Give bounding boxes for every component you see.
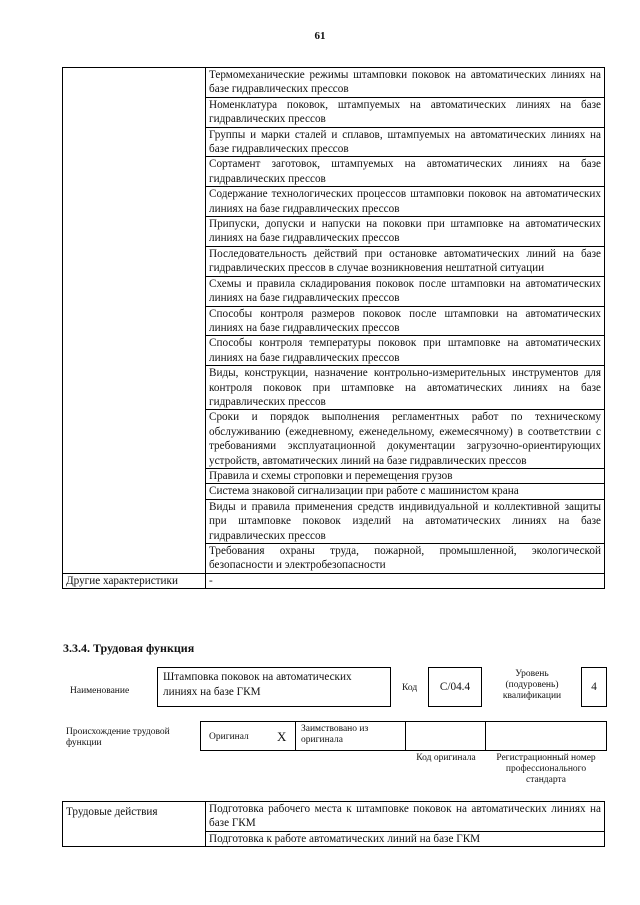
level-box (581, 667, 607, 707)
knowledge-item: Способы контроля размеров поковок после штамповки на автоматических линиях на базе гидравлических прессов (206, 306, 605, 336)
code-value: C/04.4 (439, 681, 471, 693)
knowledge-item: Содержание технологических процессов штамповки поковок на автоматических линиях на базе гидравлических прессов (206, 187, 605, 217)
knowledge-item: Система знаковой сигнализации при работе с машинистом крана (206, 484, 605, 499)
divider (405, 722, 406, 750)
knowledge-item: Сортамент заготовок, штампуемых на автоматических линиях на базе гидравлических прессов (206, 157, 605, 187)
actions-label: Трудовые действия (63, 802, 206, 847)
knowledge-label-cell (63, 68, 206, 574)
knowledge-item: Схемы и правила складирования поковок после штамповки на автоматических линиях на базе гидравлических прессов (206, 276, 605, 306)
function-name-value: Штамповка поковок на автоматических линиях на базе ГКМ (163, 671, 352, 698)
borrowed-label: Заимствовано из оригинала (301, 724, 369, 745)
knowledge-item: Сроки и порядок выполнения регламентных работ по техническому обслуживанию (ежедневному, еженедельному, ежемесячному) в соответствии с требованиями эксплуатационной документации загрузочно-ориентирующих устройств, автоматических линий на базе гидравлических прессов (206, 410, 605, 469)
knowledge-table (62, 67, 605, 589)
knowledge-item: Группы и марки сталей и сплавов, штампуемых на автоматических линиях на базе гидравлических прессов (206, 127, 605, 157)
level-value: 4 (591, 681, 597, 693)
other-characteristics-value: - (206, 573, 605, 588)
actions-table (62, 801, 605, 847)
divider (295, 722, 296, 750)
knowledge-item: Номенклатура поковок, штампуемых на автоматических линиях на базе гидравлических прессов (206, 97, 605, 127)
knowledge-item: Требования охраны труда, пожарной, промышленной, экологической безопасности и электробезопасности (206, 544, 605, 574)
reg-caption: Регистрационный номер профессионального стандарта (496, 753, 596, 785)
original-mark: X (277, 729, 287, 744)
knowledge-item: Последовательность действий при остановке автоматических линий на базе гидравлических прессов в случае возникновения нештатной ситуации (206, 246, 605, 276)
knowledge-item: Способы контроля температуры поковок при штамповке на автоматических линиях на базе гидравлических прессов (206, 336, 605, 366)
function-name-box (157, 667, 391, 707)
knowledge-item: Виды, конструкции, назначение контрольно-измерительных инструментов для контроля поковок при штамповке на автоматических линиях на базе гидравлических прессов (206, 366, 605, 410)
knowledge-item: Виды и правила применения средств индивидуальной и коллективной защиты при штамповке поковок изделий на автоматических линиях на базе гидравлических прессов (206, 499, 605, 543)
section-title: 3.3.4. Трудовая функция (63, 641, 195, 655)
knowledge-item: Термомеханические режимы штамповки поковок на автоматических линиях на базе гидравлических прессов (206, 68, 605, 98)
name-label: Наименование (70, 686, 130, 696)
original-label: Оригинал (209, 732, 249, 742)
origin-label: Происхождение трудовой функции (66, 727, 170, 748)
other-characteristics-label: Другие характеристики (63, 573, 206, 588)
knowledge-item: Правила и схемы строповки и перемещения грузов (206, 468, 605, 483)
code-label: Код (402, 683, 418, 693)
code-caption: Код оригинала (416, 753, 476, 763)
origin-row (200, 721, 607, 751)
action-item: Подготовка к работе автоматических линий на базе ГКМ (206, 831, 605, 846)
divider (485, 722, 486, 750)
page-number: 61 (314, 30, 326, 42)
code-box (428, 667, 482, 707)
level-label: Уровень (подуровень) квалификации (502, 669, 562, 701)
knowledge-item: Припуски, допуски и напуски на поковки при штамповке на автоматических линиях на базе гидравлических прессов (206, 217, 605, 247)
action-item: Подготовка рабочего места к штамповке поковок на автоматических линиях на базе ГКМ (206, 802, 605, 832)
